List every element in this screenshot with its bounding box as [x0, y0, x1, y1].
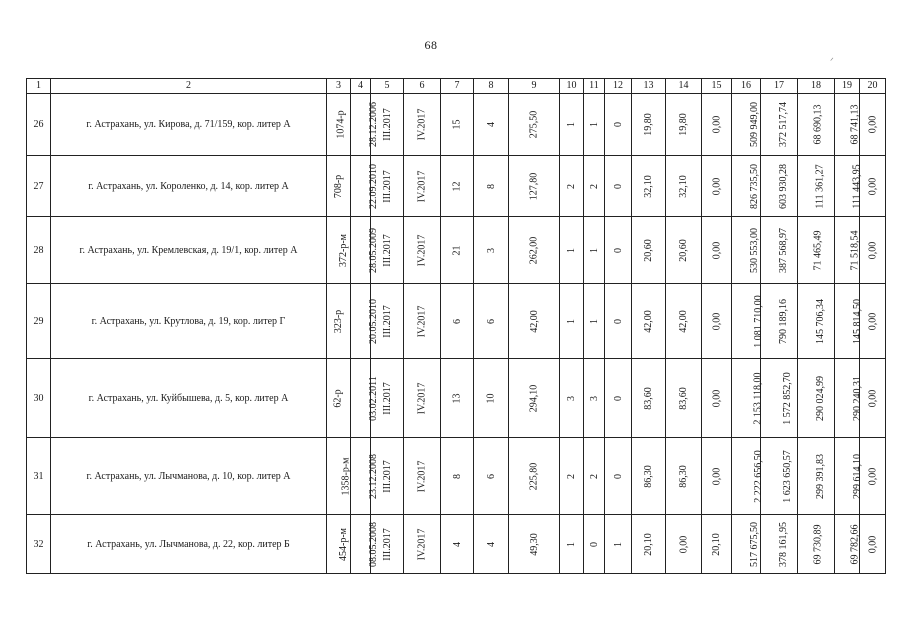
col-9-value-cell [509, 359, 560, 438]
end-period-cell [404, 284, 441, 359]
col-20-value-cell [860, 515, 886, 574]
end-period: IV.2017 [416, 108, 428, 141]
col-8-value-cell [474, 94, 509, 156]
document-date-cell [351, 156, 379, 217]
col-11-value: 1 [588, 247, 600, 253]
end-period-cell [404, 438, 441, 515]
column-number-cell: 11 [584, 79, 605, 94]
col-17-value: 790 189,16 [778, 298, 789, 344]
col-13-value-cell [632, 515, 666, 574]
col-18-value-cell [798, 284, 835, 359]
document-number-cell [327, 284, 351, 359]
address-cell: г. Астрахань, ул. Кирова, д. 71/159, кор. литер А [51, 94, 327, 156]
col-15-value-cell [702, 217, 732, 284]
col-10-value: 1 [566, 247, 577, 253]
document-number: 323-р [333, 309, 345, 333]
col-20-value: 0,00 [867, 389, 878, 407]
col-12-value: 1 [612, 541, 624, 547]
document-number-cell [327, 515, 351, 574]
col-15-value-cell [702, 515, 732, 574]
col-7-value: 6 [451, 318, 463, 324]
col-15-value: 20,10 [711, 532, 722, 556]
col-19-value-cell [835, 156, 863, 217]
col-12-value-cell [605, 156, 632, 217]
table-row [27, 515, 886, 574]
col-16-value-cell [732, 284, 764, 359]
col-9-value: 127,80 [528, 172, 540, 200]
col-14-value: 0,00 [678, 535, 689, 553]
col-20-value-cell [860, 94, 886, 156]
column-number-cell: 13 [632, 79, 666, 94]
col-11-value-cell [584, 217, 605, 284]
document-date: 28.05.2009 [368, 227, 379, 273]
col-15-value-cell [702, 284, 732, 359]
col-12-value-cell [605, 515, 632, 574]
col-18-value-cell [798, 515, 835, 574]
col-20-value: 0,00 [867, 177, 878, 195]
end-period-cell [404, 515, 441, 574]
col-13-value: 20,10 [643, 532, 654, 556]
table-row [27, 156, 886, 217]
col-16-value-cell [732, 359, 764, 438]
col-17-value-cell [761, 515, 798, 574]
col-11-value-cell [584, 284, 605, 359]
col-8-value: 6 [485, 318, 497, 324]
col-16-value: 530 553,00 [749, 227, 760, 273]
col-9-value-cell [509, 284, 560, 359]
col-14-value-cell [666, 156, 702, 217]
column-number-cell: 1 [27, 79, 51, 94]
col-13-value: 83,60 [643, 386, 654, 410]
col-19-value: 145 814,50 [852, 298, 863, 344]
col-12-value: 0 [612, 183, 624, 189]
col-16-value: 2 153 118,00 [752, 371, 764, 425]
col-19-value: 68 741,13 [849, 104, 861, 145]
col-16-value-cell [732, 217, 761, 284]
document-date: 08.05.2008 [368, 521, 379, 567]
col-18-value: 145 706,34 [815, 298, 826, 344]
col-10-value: 1 [566, 318, 577, 324]
col-7-value: 21 [451, 245, 463, 255]
address-cell: г. Астрахань, ул. Крутлова, д. 19, кор. литер Г [51, 284, 327, 359]
col-14-value: 32,10 [678, 174, 689, 198]
col-8-value-cell [474, 359, 509, 438]
table-row [27, 359, 886, 438]
col-8-value: 4 [485, 541, 497, 547]
col-18-value: 111 361,27 [814, 163, 826, 209]
document-number: 454-р-м [338, 527, 349, 561]
col-11-value-cell [584, 359, 605, 438]
col-13-value: 19,80 [643, 113, 654, 136]
col-12-value-cell [605, 94, 632, 156]
col-8-value: 8 [485, 183, 497, 189]
column-number-cell: 4 [351, 79, 371, 94]
col-14-value: 19,80 [678, 113, 689, 136]
col-18-value-cell [798, 94, 835, 156]
col-18-value: 299 391,83 [815, 453, 826, 499]
document-date-cell [351, 359, 379, 438]
col-17-value-cell [761, 284, 798, 359]
column-number-cell: 9 [509, 79, 560, 94]
col-20-value: 0,00 [867, 467, 878, 485]
col-10-value: 1 [566, 541, 577, 547]
document-date: 03.02.2011 [367, 375, 379, 421]
col-14-value-cell [666, 359, 702, 438]
col-12-value: 0 [612, 318, 624, 324]
col-8-value: 4 [485, 122, 497, 127]
col-12-value-cell [605, 438, 632, 515]
col-16-value: 509 949,00 [749, 102, 760, 147]
col-19-value: 290 240,31 [852, 375, 863, 421]
col-14-value: 86,30 [678, 464, 689, 488]
start-period: III.2017 [381, 527, 393, 561]
col-10-value-cell [560, 438, 584, 515]
col-9-value-cell [509, 515, 560, 574]
col-16-value: 826 735,50 [749, 163, 760, 209]
table-row [27, 284, 886, 359]
col-15-value: 0,00 [711, 312, 722, 330]
address-cell: г. Астрахань, ул. Куйбышева, д. 5, кор. литер А [51, 359, 327, 438]
document-date-cell [351, 94, 379, 156]
col-12-value-cell [605, 359, 632, 438]
column-number-cell: 15 [702, 79, 732, 94]
col-12-value: 0 [612, 247, 624, 253]
document-number: 1358-р-м [340, 457, 352, 495]
col-13-value: 86,30 [643, 464, 654, 488]
col-17-value-cell [761, 438, 798, 515]
col-18-value: 68 690,13 [812, 104, 824, 145]
col-17-value: 372 517,74 [778, 102, 789, 147]
col-13-value-cell [632, 359, 666, 438]
col-11-value: 1 [588, 122, 600, 127]
document-number-cell [327, 94, 351, 156]
col-19-value-cell [835, 284, 863, 359]
col-19-value-cell [835, 438, 863, 515]
col-15-value: 0,00 [711, 115, 722, 134]
col-18-value-cell [798, 156, 835, 217]
col-10-value: 3 [566, 395, 577, 401]
col-16-value-cell [732, 156, 761, 217]
document-date-cell [351, 438, 379, 515]
table-row [27, 94, 886, 156]
end-period: IV.2017 [416, 460, 428, 492]
document-date-cell [351, 217, 379, 284]
end-period: IV.2017 [416, 382, 428, 414]
row-number: 31 [27, 438, 51, 515]
col-11-value: 2 [588, 473, 600, 479]
col-14-value-cell [666, 515, 702, 574]
start-period: III.2017 [381, 233, 393, 267]
col-16-value-cell [732, 438, 764, 515]
col-15-value: 0,00 [711, 467, 722, 485]
col-12-value-cell [605, 284, 632, 359]
col-19-value: 69 782,66 [849, 524, 861, 564]
col-12-value: 0 [612, 122, 624, 127]
end-period-cell [404, 94, 441, 156]
col-17-value-cell [761, 217, 798, 284]
col-18-value-cell [798, 217, 835, 284]
col-12-value: 0 [612, 473, 624, 479]
col-14-value-cell [666, 217, 702, 284]
row-number: 30 [27, 359, 51, 438]
col-10-value: 2 [566, 473, 577, 479]
document-number: 62-р [333, 388, 344, 408]
col-8-value-cell [474, 515, 509, 574]
col-10-value-cell [560, 156, 584, 217]
document-date: 20.05.2010 [368, 298, 379, 344]
col-20-value: 0,00 [867, 312, 878, 330]
col-14-value-cell [666, 94, 702, 156]
col-17-value: 378 161,95 [778, 521, 789, 567]
col-13-value-cell [632, 438, 666, 515]
register-table [26, 78, 886, 574]
col-19-value: 71 518,54 [849, 230, 861, 270]
end-period: IV.2017 [416, 528, 428, 560]
document-date: 23.12.2008 [368, 453, 379, 499]
col-18-value-cell [798, 438, 835, 515]
column-number-cell: 8 [474, 79, 509, 94]
col-19-value-cell [835, 515, 860, 574]
column-number-row [27, 79, 886, 94]
col-19-value-cell [835, 94, 860, 156]
col-7-value: 15 [451, 119, 463, 130]
col-15-value: 0,00 [711, 177, 722, 195]
document-number: 708-р [333, 174, 345, 198]
col-17-value-cell [761, 156, 798, 217]
col-9-value-cell [509, 94, 560, 156]
col-14-value-cell [666, 284, 702, 359]
col-11-value-cell [584, 438, 605, 515]
col-9-value-cell [509, 156, 560, 217]
document-date-cell [351, 284, 379, 359]
col-9-value: 225,80 [528, 462, 540, 490]
col-9-value: 262,00 [528, 236, 540, 264]
col-11-value-cell [584, 156, 605, 217]
col-9-value: 294,10 [528, 384, 540, 412]
col-8-value: 6 [485, 473, 497, 479]
col-10-value-cell [560, 94, 584, 156]
col-8-value: 10 [485, 393, 497, 403]
column-number-cell: 5 [371, 79, 404, 94]
col-16-value-cell [732, 515, 761, 574]
col-9-value: 49,30 [528, 532, 540, 556]
document-number-cell [327, 438, 351, 515]
col-10-value-cell [560, 515, 584, 574]
col-18-value-cell [798, 359, 835, 438]
column-number-cell: 10 [560, 79, 584, 94]
row-number: 32 [27, 515, 51, 574]
col-13-value-cell [632, 217, 666, 284]
col-10-value-cell [560, 284, 584, 359]
document-date: 22.09.2010 [368, 163, 379, 209]
table-row [27, 217, 886, 284]
scan-speck: ᐟ [830, 56, 834, 66]
address-cell: г. Астрахань, ул. Короленко, д. 14, кор. литер А [51, 156, 327, 217]
col-15-value-cell [702, 359, 732, 438]
col-11-value-cell [584, 94, 605, 156]
document-number-cell [327, 156, 351, 217]
col-9-value-cell [509, 438, 560, 515]
end-period-cell [404, 359, 441, 438]
col-19-value-cell [835, 217, 860, 284]
col-7-value: 13 [451, 393, 463, 403]
row-number: 26 [27, 94, 51, 156]
col-7-value-cell [441, 359, 474, 438]
col-7-value-cell [441, 284, 474, 359]
col-13-value-cell [632, 94, 666, 156]
document-date: 28.12.2006 [368, 102, 379, 147]
col-13-value: 20,60 [643, 238, 654, 262]
col-15-value-cell [702, 94, 732, 156]
start-period: III.2017 [381, 459, 393, 493]
col-7-value-cell [441, 217, 474, 284]
col-13-value-cell [632, 284, 666, 359]
col-19-value: 111 443,95 [851, 163, 863, 209]
col-16-value-cell [732, 94, 761, 156]
col-20-value: 0,00 [867, 115, 878, 134]
col-11-value: 0 [588, 541, 600, 547]
column-number-cell: 6 [404, 79, 441, 94]
row-number: 28 [27, 217, 51, 284]
col-8-value-cell [474, 284, 509, 359]
page-number: 68 [424, 38, 438, 52]
col-15-value-cell [702, 156, 732, 217]
end-period: IV.2017 [416, 305, 428, 337]
document-number: 372-р-м [338, 233, 349, 267]
col-16-value: 2 222 656,50 [752, 449, 764, 503]
col-9-value: 275,50 [528, 110, 540, 139]
col-17-value: 387 568,97 [778, 227, 789, 273]
col-10-value-cell [560, 359, 584, 438]
col-7-value-cell [441, 438, 474, 515]
col-7-value: 8 [451, 473, 463, 479]
col-11-value: 3 [588, 395, 600, 401]
col-14-value: 20,60 [678, 238, 689, 262]
table-row [27, 438, 886, 515]
col-12-value: 0 [612, 395, 624, 401]
column-number-cell: 14 [666, 79, 702, 94]
col-17-value-cell [761, 94, 798, 156]
col-16-value: 1 081 710,00 [752, 294, 764, 348]
col-11-value: 2 [588, 183, 600, 189]
col-14-value: 42,00 [678, 309, 689, 333]
end-period-cell [404, 156, 441, 217]
col-7-value: 4 [451, 541, 463, 547]
end-period-cell [404, 217, 441, 284]
row-number: 29 [27, 284, 51, 359]
document-number: 1074-р [335, 110, 347, 139]
column-number-cell: 20 [860, 79, 886, 94]
col-8-value-cell [474, 156, 509, 217]
col-16-value: 517 675,50 [749, 521, 760, 567]
start-period: III.2017 [381, 108, 393, 141]
col-8-value-cell [474, 438, 509, 515]
col-20-value-cell [860, 284, 886, 359]
col-17-value: 1 572 852,70 [781, 371, 793, 425]
column-number-cell: 12 [605, 79, 632, 94]
col-11-value: 1 [588, 318, 600, 324]
col-15-value: 0,00 [711, 389, 722, 407]
col-17-value: 603 930,28 [778, 163, 789, 209]
col-11-value-cell [584, 515, 605, 574]
address-cell: г. Астрахань, ул. Кремлевская, д. 19/1, кор. литер А [51, 217, 327, 284]
col-14-value: 83,60 [678, 386, 689, 410]
col-20-value-cell [860, 217, 886, 284]
row-number: 27 [27, 156, 51, 217]
document-number-cell [327, 217, 351, 284]
col-20-value-cell [860, 156, 886, 217]
document-date-cell [351, 515, 379, 574]
column-number-cell: 16 [732, 79, 761, 94]
col-20-value: 0,00 [867, 241, 878, 259]
col-19-value-cell [835, 359, 863, 438]
col-20-value-cell [860, 438, 886, 515]
col-7-value-cell [441, 156, 474, 217]
col-18-value: 71 465,49 [812, 230, 824, 270]
column-number-cell: 7 [441, 79, 474, 94]
start-period: III.2017 [381, 304, 393, 338]
column-number-cell: 19 [835, 79, 860, 94]
col-13-value-cell [632, 156, 666, 217]
col-7-value-cell [441, 515, 474, 574]
col-7-value: 12 [451, 181, 463, 191]
col-13-value: 32,10 [643, 174, 654, 198]
col-17-value: 1 623 650,57 [781, 449, 793, 503]
col-9-value-cell [509, 217, 560, 284]
col-10-value: 2 [566, 183, 577, 189]
column-number-cell: 2 [51, 79, 327, 94]
col-13-value: 42,00 [643, 309, 654, 333]
col-9-value: 42,00 [528, 309, 540, 333]
col-18-value: 69 730,89 [812, 524, 824, 564]
col-14-value-cell [666, 438, 702, 515]
col-10-value-cell [560, 217, 584, 284]
column-number-cell: 18 [798, 79, 835, 94]
address-cell: г. Астрахань, ул. Лычманова, д. 22, кор. литер Б [51, 515, 327, 574]
end-period: IV.2017 [416, 234, 428, 266]
col-10-value: 1 [566, 122, 577, 127]
col-15-value-cell [702, 438, 732, 515]
col-7-value-cell [441, 94, 474, 156]
col-15-value: 0,00 [711, 241, 722, 259]
column-number-cell: 3 [327, 79, 351, 94]
col-19-value: 299 614,10 [852, 453, 863, 499]
col-12-value-cell [605, 217, 632, 284]
end-period: IV.2017 [416, 170, 428, 202]
col-8-value-cell [474, 217, 509, 284]
col-17-value-cell [761, 359, 798, 438]
col-20-value: 0,00 [867, 535, 878, 553]
column-number-cell: 17 [761, 79, 798, 94]
start-period: III.2017 [381, 169, 393, 203]
start-period: III.2017 [381, 381, 393, 415]
col-20-value-cell [860, 359, 886, 438]
col-8-value: 3 [485, 247, 497, 253]
document-number-cell [327, 359, 351, 438]
address-cell: г. Астрахань, ул. Лычманова, д. 10, кор. литер А [51, 438, 327, 515]
col-18-value: 290 024,99 [815, 375, 826, 421]
